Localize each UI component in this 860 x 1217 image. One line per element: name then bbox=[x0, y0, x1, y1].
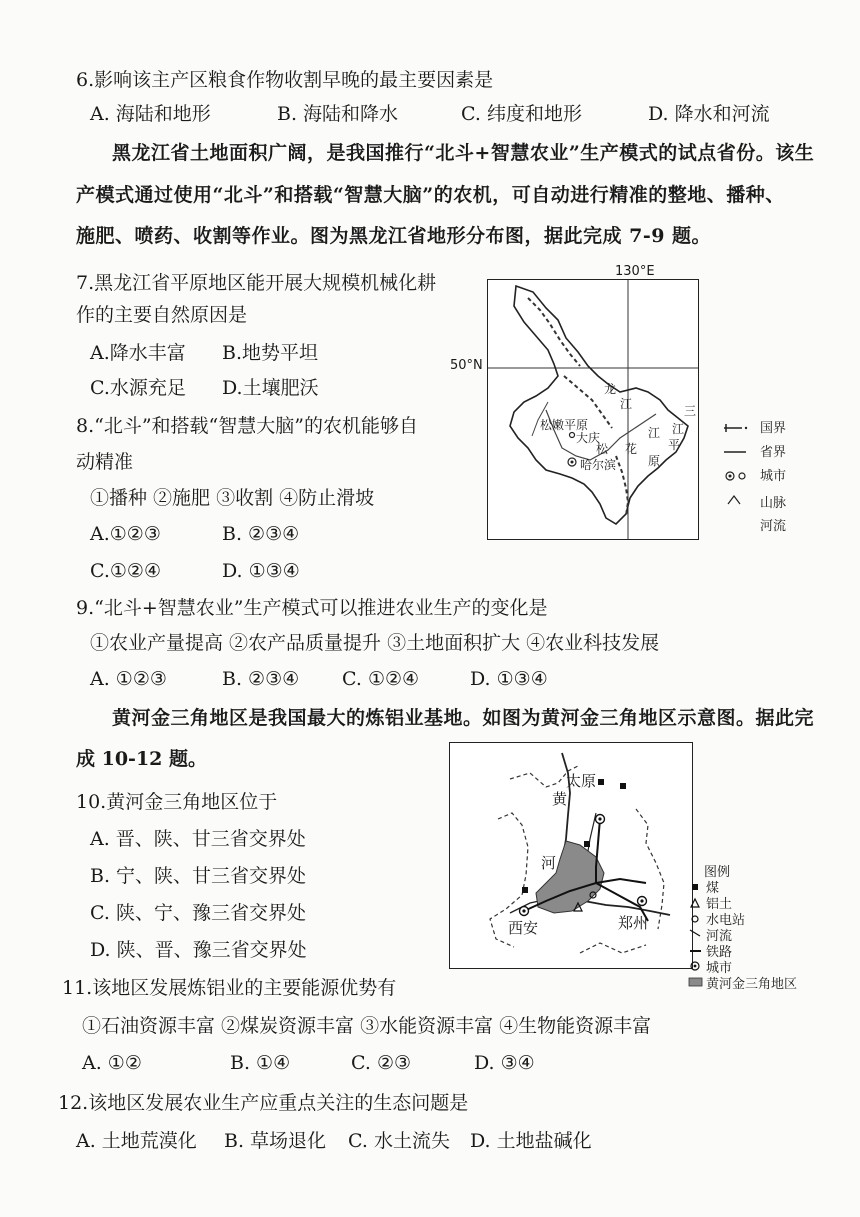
question-11-items: ①石油资源丰富 ②煤炭资源丰富 ③水能资源丰富 ④生物能资源丰富 bbox=[82, 1015, 652, 1037]
q8-option-d: D. ①③④ bbox=[222, 560, 300, 582]
map2-legend-coal: 煤 bbox=[706, 881, 720, 896]
q9-option-c: C. ①②④ bbox=[342, 668, 420, 690]
map1-frame bbox=[487, 279, 699, 540]
q11-option-b: B. ①④ bbox=[230, 1052, 291, 1074]
question-9-stem: 9.“北斗+智慧农业”生产模式可以推进农业生产的变化是 bbox=[76, 597, 548, 619]
question-8-items: ①播种 ②施肥 ③收割 ④防止滑坡 bbox=[90, 487, 375, 509]
map1-legend-province: 省界 bbox=[760, 445, 787, 460]
map1-legend-river: 河流 bbox=[760, 519, 787, 534]
q11-option-c: C. ②③ bbox=[351, 1052, 412, 1074]
q6-option-a: A. 海陆和地形 bbox=[90, 103, 211, 125]
q11-option-a: A. ①② bbox=[82, 1052, 142, 1074]
map1-longitude-label: 130°E bbox=[615, 264, 655, 279]
map2-legend-title: 图例 bbox=[704, 865, 731, 880]
question-11-stem: 11.该地区发展炼铝业的主要能源优势有 bbox=[62, 977, 397, 999]
map1-label-jiang-1: 江 bbox=[648, 426, 661, 440]
question-12-stem: 12.该地区发展农业生产应重点关注的生态问题是 bbox=[58, 1092, 469, 1114]
q7-option-c: C.水源充足 bbox=[90, 377, 186, 399]
q6-option-c: C. 纬度和地形 bbox=[461, 103, 582, 125]
question-8-stem-line-2: 动精准 bbox=[76, 451, 134, 473]
map1-label-yuan: 原 bbox=[648, 454, 661, 468]
passage-2-line-1: 黄河金三角地区是我国最大的炼铝业基地。如图为黄河金三角地区示意图。据此完 bbox=[112, 707, 815, 729]
map2-legend-hydro: 水电站 bbox=[706, 913, 746, 928]
q12-option-d: D. 土地盐碱化 bbox=[470, 1130, 592, 1152]
question-6-stem: 6.影响该主产区粮食作物收割早晚的最主要因素是 bbox=[76, 69, 494, 91]
question-9-items: ①农业产量提高 ②农产品质量提升 ③土地面积扩大 ④农业科技发展 bbox=[90, 632, 660, 654]
q8-option-a: A.①②③ bbox=[90, 523, 161, 545]
map2-label-xian: 西安 bbox=[508, 919, 539, 937]
passage-2-line-2: 成 10-12 题。 bbox=[76, 748, 207, 770]
map2-label-zhengzhou: 郑州 bbox=[618, 914, 649, 932]
map2-legend-golden-triangle: 黄河金三角地区 bbox=[706, 977, 798, 992]
passage-1-line-3: 施肥、喷药、收割等作业。图为黑龙江省地形分布图，据此完成 7-9 题。 bbox=[76, 225, 712, 247]
map2-legend-bauxite: 铝土 bbox=[706, 897, 733, 912]
map1-label-harbin: 哈尔滨 bbox=[580, 458, 617, 472]
map1-legend-mountain: 山脉 bbox=[760, 496, 787, 511]
map1-label-jiang-2: 江 bbox=[672, 422, 685, 436]
map1-latitude-label: 50°N bbox=[450, 358, 483, 373]
question-8-stem-line-1: 8.“北斗”和搭载“智慧大脑”的农机能够自 bbox=[76, 415, 418, 437]
map1-label-songnen-plain: 松嫩平原 bbox=[540, 418, 589, 432]
map1-label-ping: 平 bbox=[668, 438, 681, 452]
q9-option-b: B. ②③④ bbox=[222, 668, 300, 690]
map1-label-daqing: 大庆 bbox=[576, 431, 601, 445]
map2-legend-symbols bbox=[688, 880, 704, 996]
q10-option-a: A. 晋、陕、甘三省交界处 bbox=[90, 828, 306, 850]
map2-legend-city: 城市 bbox=[706, 961, 733, 976]
passage-1-line-1: 黑龙江省土地面积广阔，是我国推行“北斗+智慧农业”生产模式的试点省份。该生 bbox=[112, 142, 815, 164]
q9-option-a: A. ①②③ bbox=[90, 668, 167, 690]
map2-legend-railway: 铁路 bbox=[706, 945, 733, 960]
map1-legend-city: 城市 bbox=[760, 469, 787, 484]
map1-label-hua: 花 bbox=[625, 442, 638, 456]
q9-option-d: D. ①③④ bbox=[470, 668, 548, 690]
map1-label-jiang-3: 江 bbox=[620, 397, 633, 411]
question-7-stem-line-1: 7.黑龙江省平原地区能开展大规模机械化耕 bbox=[76, 272, 437, 294]
q8-option-b: B. ②③④ bbox=[222, 523, 300, 545]
q10-option-d: D. 陕、晋、豫三省交界处 bbox=[90, 939, 307, 961]
q7-option-a: A.降水丰富 bbox=[90, 342, 186, 364]
passage-1-line-2: 产模式通过使用“北斗”和搭载“智慧大脑”的农机，可自动进行精准的整地、播种、 bbox=[76, 184, 785, 206]
q7-option-d: D.土壤肥沃 bbox=[222, 377, 319, 399]
q11-option-d: D. ③④ bbox=[474, 1052, 535, 1074]
q7-option-b: B.地势平坦 bbox=[222, 342, 319, 364]
map1-legend-border: 国界 bbox=[760, 421, 787, 436]
q12-option-c: C. 水土流失 bbox=[348, 1130, 450, 1152]
q8-option-c: C.①②④ bbox=[90, 560, 161, 582]
q6-option-b: B. 海陆和降水 bbox=[277, 103, 399, 125]
map1-legend-symbols bbox=[722, 420, 752, 510]
map2-legend-river: 河流 bbox=[706, 929, 733, 944]
q10-option-b: B. 宁、陕、甘三省交界处 bbox=[90, 865, 307, 887]
map2-label-huang: 黄 bbox=[552, 790, 568, 808]
map2-label-taiyuan: 太原 bbox=[566, 772, 597, 790]
q6-option-d: D. 降水和河流 bbox=[648, 103, 770, 125]
q10-option-c: C. 陕、宁、豫三省交界处 bbox=[90, 902, 306, 924]
map1-label-san: 三 bbox=[684, 404, 697, 418]
q12-option-b: B. 草场退化 bbox=[224, 1130, 327, 1152]
map1-label-long: 龙 bbox=[604, 382, 617, 396]
map1-drawing bbox=[488, 280, 698, 539]
map1-label-song: 松 bbox=[596, 442, 609, 456]
q12-option-a: A. 土地荒漠化 bbox=[76, 1130, 197, 1152]
question-7-stem-line-2: 作的主要自然原因是 bbox=[76, 304, 248, 326]
question-10-stem: 10.黄河金三角地区位于 bbox=[76, 791, 278, 813]
map2-label-he: 河 bbox=[541, 854, 557, 872]
